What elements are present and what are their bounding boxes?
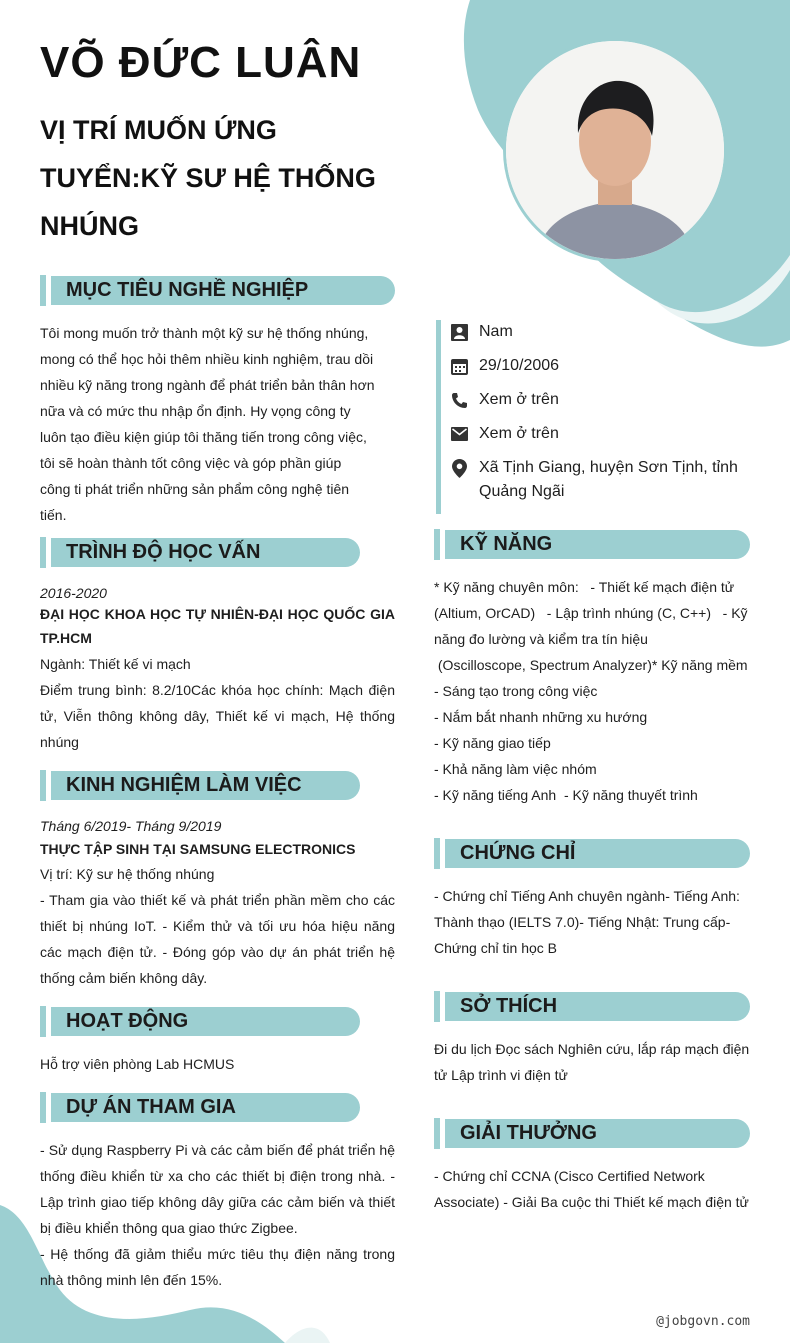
location-pin-icon <box>449 456 469 480</box>
contact-info <box>436 320 769 514</box>
section-experience <box>40 770 360 801</box>
section-title-activities: HOẠT ĐỘNG <box>51 1007 360 1036</box>
experience-details: - Tham gia vào thiết kế và phát triển phần mềm cho các thiết bị nhúng IoT. - Kiểm thử và tối ưu hóa hiệu năng các mạch điện tử. - Đóng góp vào dự án phát triển hệ thống cảm biến không dây. <box>40 892 395 986</box>
contact-birthdate: 29/10/2006 <box>449 354 769 378</box>
skill-line: (Oscilloscope, Spectrum Analyzer)* Kỹ năng mềm <box>434 657 748 673</box>
section-objective <box>40 275 395 306</box>
section-title-certificates: CHỨNG CHỈ <box>445 839 750 868</box>
person-icon <box>449 320 469 344</box>
skill-line: - Sáng tạo trong công việc <box>434 683 598 699</box>
section-projects <box>40 1092 360 1123</box>
footer-watermark: @jobgovn.com <box>656 1314 750 1329</box>
section-title-education: TRÌNH ĐỘ HỌC VẤN <box>51 538 360 567</box>
section-hobbies <box>434 991 750 1022</box>
section-awards <box>434 1118 750 1149</box>
section-title-experience: KINH NGHIỆM LÀM VIỆC <box>51 771 360 800</box>
section-title-objective: MỤC TIÊU NGHỀ NGHIỆP <box>51 276 395 305</box>
contact-gender: Nam <box>449 320 769 344</box>
hobbies-text: Đi du lịch Đọc sách Nghiên cứu, lắp ráp mạch điện tử Lập trình vi điện tử <box>434 1041 750 1083</box>
objective-text: Tôi mong muốn trở thành một kỹ sư hệ thống nhúng, mong có thể học hỏi thêm nhiều kinh nghiệm, trau dồi nhiều kỹ năng trong ngành để phát triển bản thân hơn nữa và có mức thu nhập ổn định. Hy vọng công ty luôn tạo điều kiện giúp tôi thăng tiến trong công việc, tôi sẽ hoàn thành tốt công việc và góp phần giúp công ti phát triển những sản phẩm công nghệ tiên tiến. <box>40 325 375 523</box>
candidate-name: VÕ ĐỨC LUÂN <box>40 38 362 87</box>
education-school: ĐẠI HỌC KHOA HỌC TỰ NHIÊN-ĐẠI HỌC QUỐC GIA TP.HCM <box>40 606 395 646</box>
experience-period: Tháng 6/2019- Tháng 9/2019 <box>40 818 222 834</box>
skills-list <box>434 574 764 808</box>
section-title-hobbies: SỞ THÍCH <box>445 992 750 1021</box>
section-education <box>40 537 360 568</box>
skill-line: - Khả năng làm việc nhóm <box>434 761 597 777</box>
desired-position: VỊ TRÍ MUỐN ỨNG TUYỂN:KỸ SƯ HỆ THỐNG NHÚNG <box>40 115 376 241</box>
contact-phone: Xem ở trên <box>449 388 769 412</box>
education-major: Ngành: Thiết kế vi mạch <box>40 656 191 672</box>
experience-company: THỰC TẬP SINH TẠI SAMSUNG ELECTRONICS <box>40 841 356 857</box>
email-icon <box>449 422 469 446</box>
education-period: 2016-2020 <box>40 585 107 601</box>
awards-text: - Chứng chỉ CCNA (Cisco Certified Network Associate) - Giải Ba cuộc thi Thiết kế mạch điện tử <box>434 1168 749 1210</box>
skill-line: - Nắm bắt nhanh những xu hướng <box>434 709 648 725</box>
section-skills <box>434 529 750 560</box>
education-details: Điểm trung bình: 8.2/10Các khóa học chính: Mạch điện tử, Viễn thông không dây, Thiết kế vi mạch, Hệ thống nhúng <box>40 682 395 750</box>
skill-line: năng đo lường và kiểm tra tín hiệu <box>434 631 648 647</box>
section-activities <box>40 1006 360 1037</box>
contact-email: Xem ở trên <box>449 422 769 446</box>
experience-role: Vị trí: Kỹ sư hệ thống nhúng <box>40 866 215 882</box>
contact-address: Xã Tịnh Giang, huyện Sơn Tịnh, tỉnh Quảng Ngãi <box>449 456 769 504</box>
certificates-text: - Chứng chỉ Tiếng Anh chuyên ngành- Tiếng Anh: Thành thạo (IELTS 7.0)- Tiếng Nhật: Trung cấp- Chứng chỉ tin học B <box>434 888 740 956</box>
projects-text-1: - Sử dụng Raspberry Pi và các cảm biến để phát triển hệ thống điều khiển từ xa cho các thiết bị điện trong nhà. - Lập trình giao tiếp không dây giữa các cảm biến và thiết bị điều khiển thông qua giao thức Zigbee. <box>40 1142 395 1236</box>
phone-icon <box>449 388 469 412</box>
skill-line: - Kỹ năng giao tiếp <box>434 735 551 751</box>
profile-photo <box>503 38 727 262</box>
section-title-awards: GIẢI THƯỞNG <box>445 1119 750 1148</box>
skill-line: (Altium, OrCAD) - Lập trình nhúng (C, C++) - Kỹ <box>434 605 748 621</box>
section-title-skills: KỸ NĂNG <box>445 530 750 559</box>
skill-line: - Kỹ năng tiếng Anh - Kỹ năng thuyết trình <box>434 787 698 803</box>
section-certificates <box>434 838 750 869</box>
activities-text: Hỗ trợ viên phòng Lab HCMUS <box>40 1056 235 1072</box>
section-title-projects: DỰ ÁN THAM GIA <box>51 1093 360 1122</box>
calendar-icon <box>449 354 469 378</box>
skill-line: * Kỹ năng chuyên môn: - Thiết kế mạch điện tử <box>434 579 735 595</box>
projects-text-2: - Hệ thống đã giảm thiểu mức tiêu thụ điện năng trong nhà thông minh lên đến 15%. <box>40 1246 395 1288</box>
